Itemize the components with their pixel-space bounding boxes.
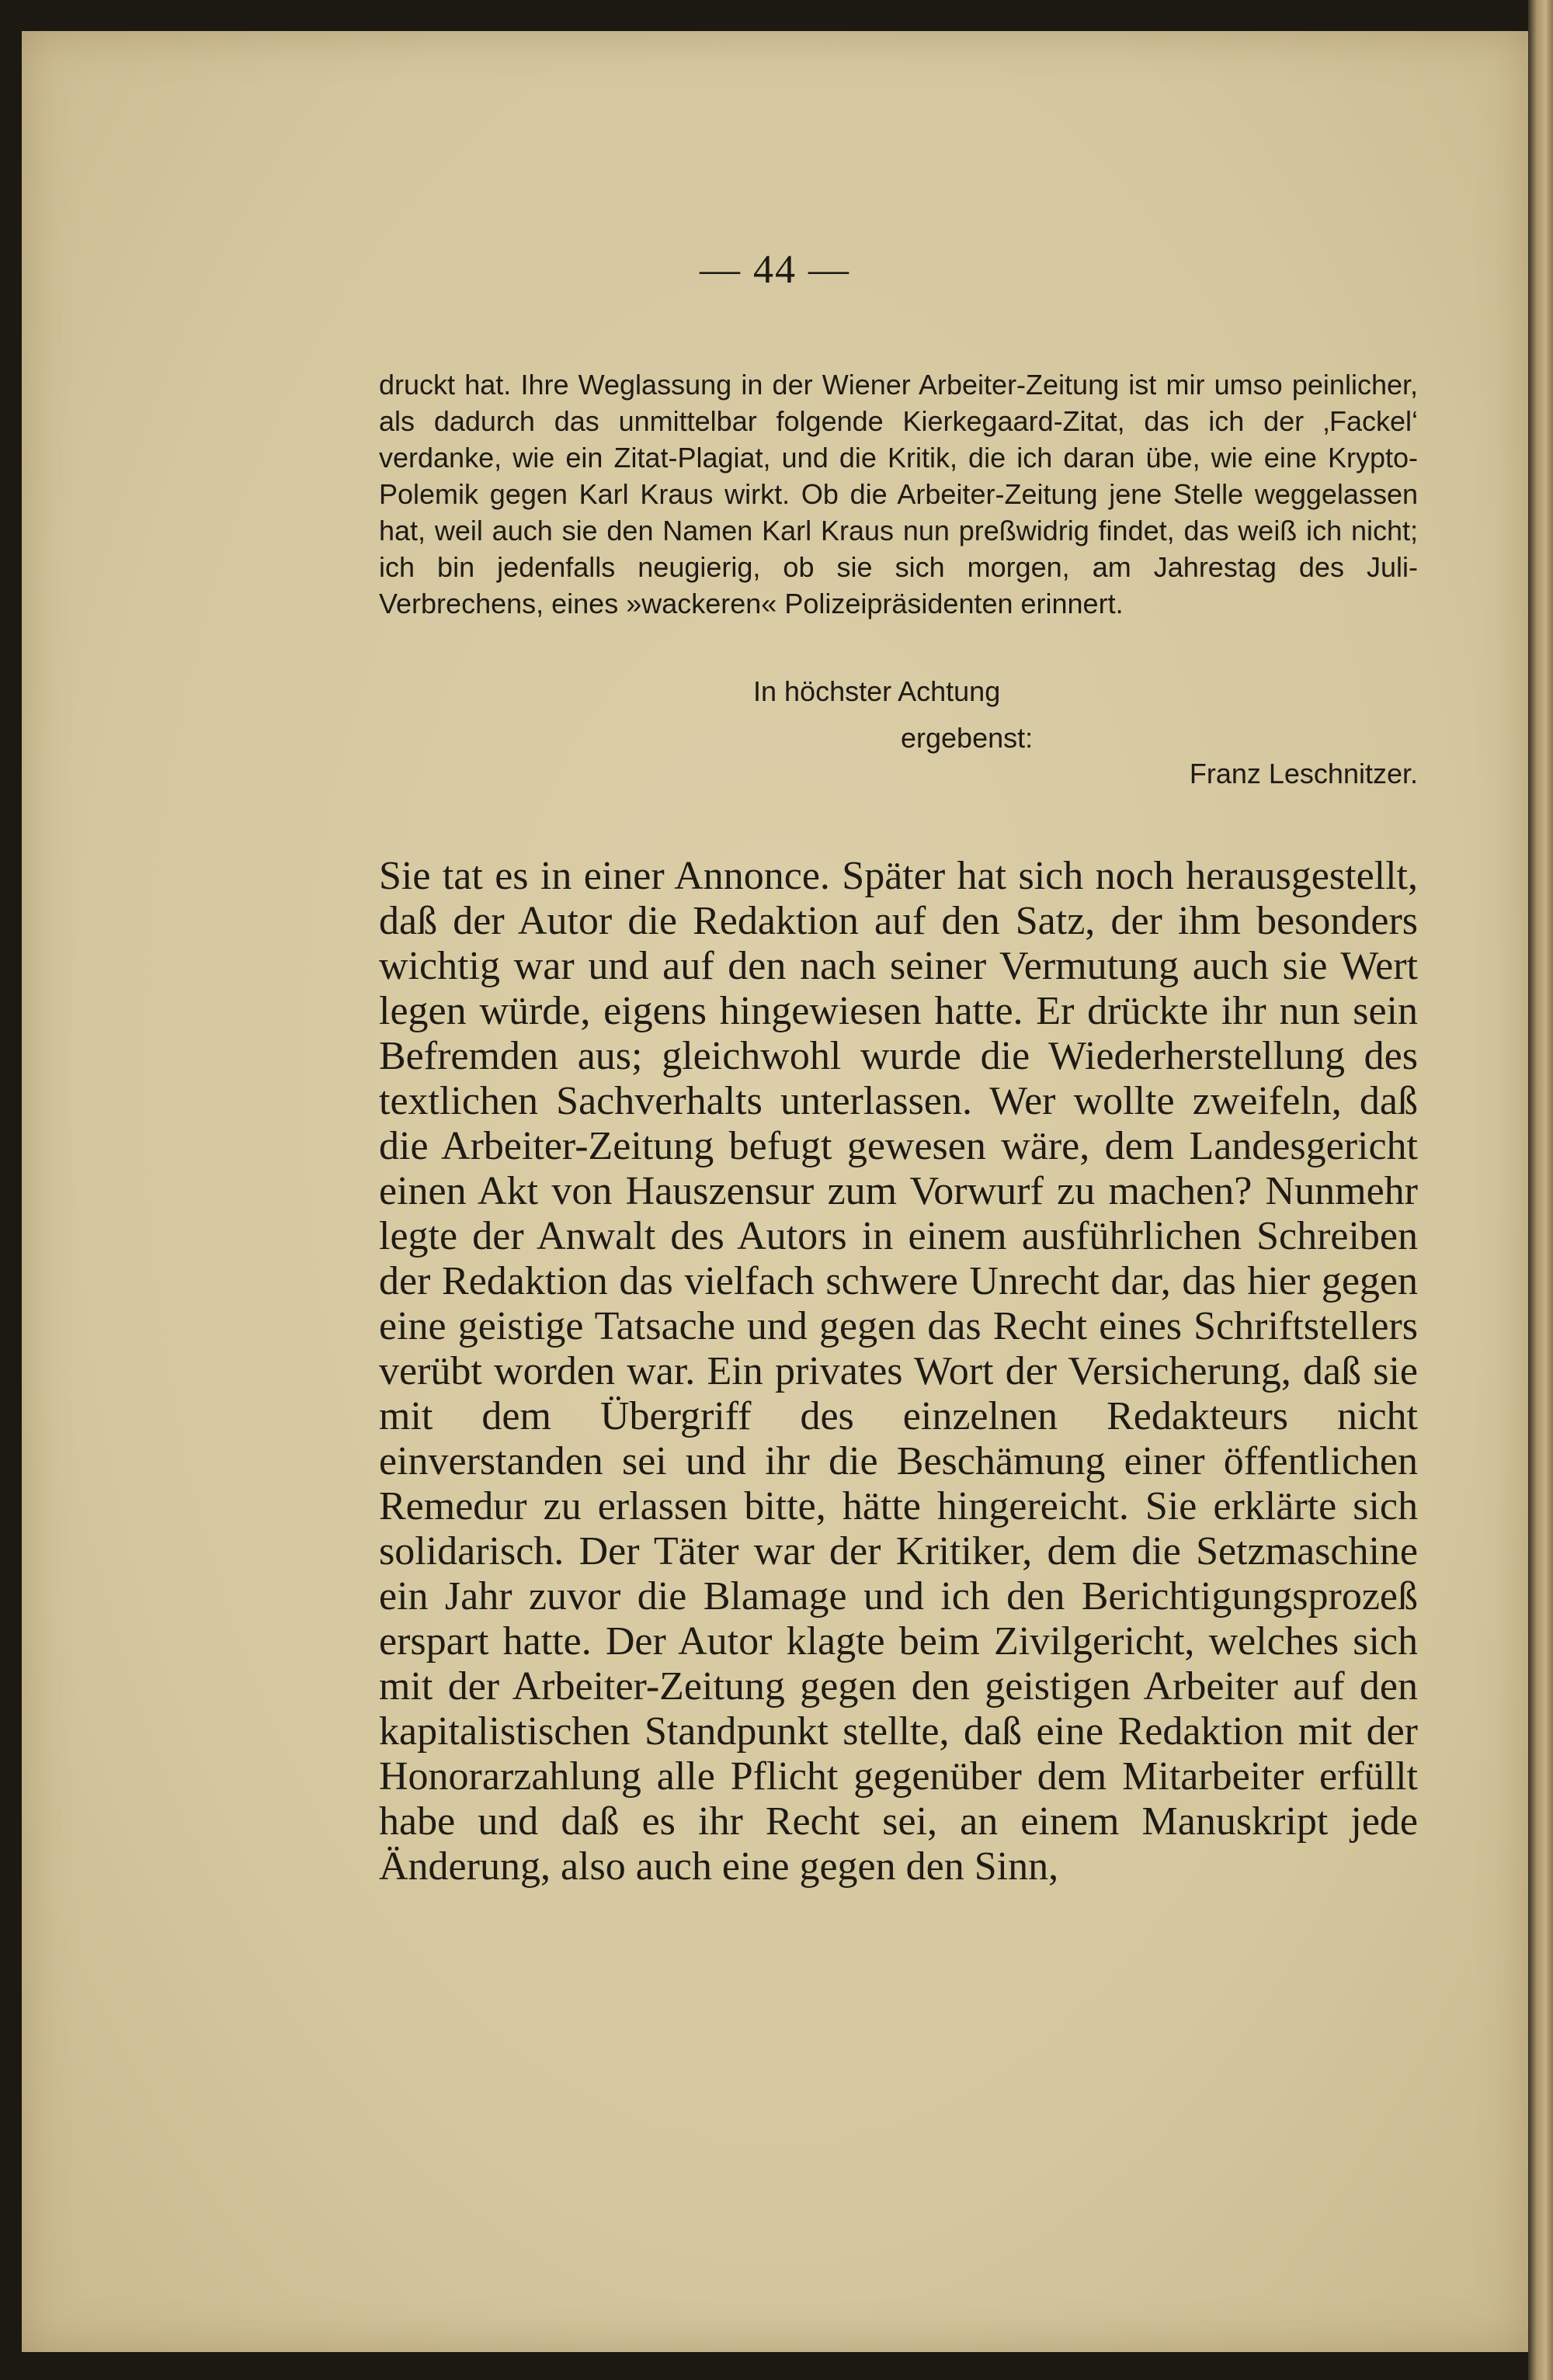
page-edge bbox=[1528, 0, 1553, 2380]
main-text bbox=[379, 854, 1418, 1889]
closing-line-1: In höchster Achtung bbox=[753, 675, 1001, 707]
letter-paragraph: druckt hat. Ihre Weglassung in der Wiener Arbeiter-Zeitung ist mir umso peinlicher, als dadurch das unmittelbar folgende Kierkegaard-Zitat, das ich der ‚Fackel‘ verdanke, wie ein Zitat-Plagiat, und die Kritik, die ich daran übe, wie eine Krypto-Polemik gegen Karl Kraus wirkt. Ob die Arbeiter-Zeitung jene Stelle weggelassen hat, weil auch sie den Namen Karl Kraus nun preßwidrig findet, das weiß ich nicht; ich bin jedenfalls neugierig, ob sie sich morgen, am Jahrestag des Juli-Verbrechens, eines »wackeren« Polizeipräsidenten erinnert. bbox=[379, 369, 1418, 619]
closing-line-2: ergebenst: bbox=[901, 722, 1034, 754]
letter-quote bbox=[379, 366, 1418, 622]
book-page bbox=[22, 31, 1528, 2352]
page-number: — 44 — bbox=[700, 248, 850, 292]
body-paragraph: Sie tat es in einer Annonce. Später hat sich noch herausgestellt, daß der Autor die Redaktion auf den Satz, der ihm besonders wichtig war und auf den nach seiner Vermutung auch sie Wert legen würde, eigens hingewiesen hatte. Er drückte ihr nun sein Befremden aus; gleichwohl wurde die Wiederherstellung des textlichen Sachverhalts unterlassen. Wer wollte zweifeln, daß die Arbeiter-Zeitung befugt gewesen wäre, dem Landesgericht einen Akt von Hauszensur zum Vorwurf zu machen? Nunmehr legte der Anwalt des Autors in einem ausführlichen Schreiben der Redaktion das vielfach schwere Unrecht dar, das hier gegen eine geistige Tatsache und gegen das Recht eines Schriftstellers verübt worden war. Ein privates Wort der Versicherung, daß sie mit dem Übergriff des einzelnen Redakteurs nicht einverstanden sei und ihr die Beschämung einer öffentlichen Remedur zu erlassen bitte, hätte hingereicht. Sie erklärte sich solidarisch. Der Täter war der Kritiker, dem die Setzmaschine ein Jahr zuvor die Blamage und ich den Berichtigungsprozeß erspart hatte. Der Autor klagte beim Zivilgericht, welches sich mit der Arbeiter-Zeitung gegen den geistigen Arbeiter auf den kapitalistischen Standpunkt stellte, daß eine Redaktion mit der Honorarzahlung alle Pflicht gegenüber dem Mitarbeiter erfüllt habe und daß es ihr Recht sei, an einem Manuskript jede Änderung, also auch eine gegen den Sinn, bbox=[379, 854, 1418, 1889]
signature: Franz Leschnitzer. bbox=[1189, 758, 1418, 789]
